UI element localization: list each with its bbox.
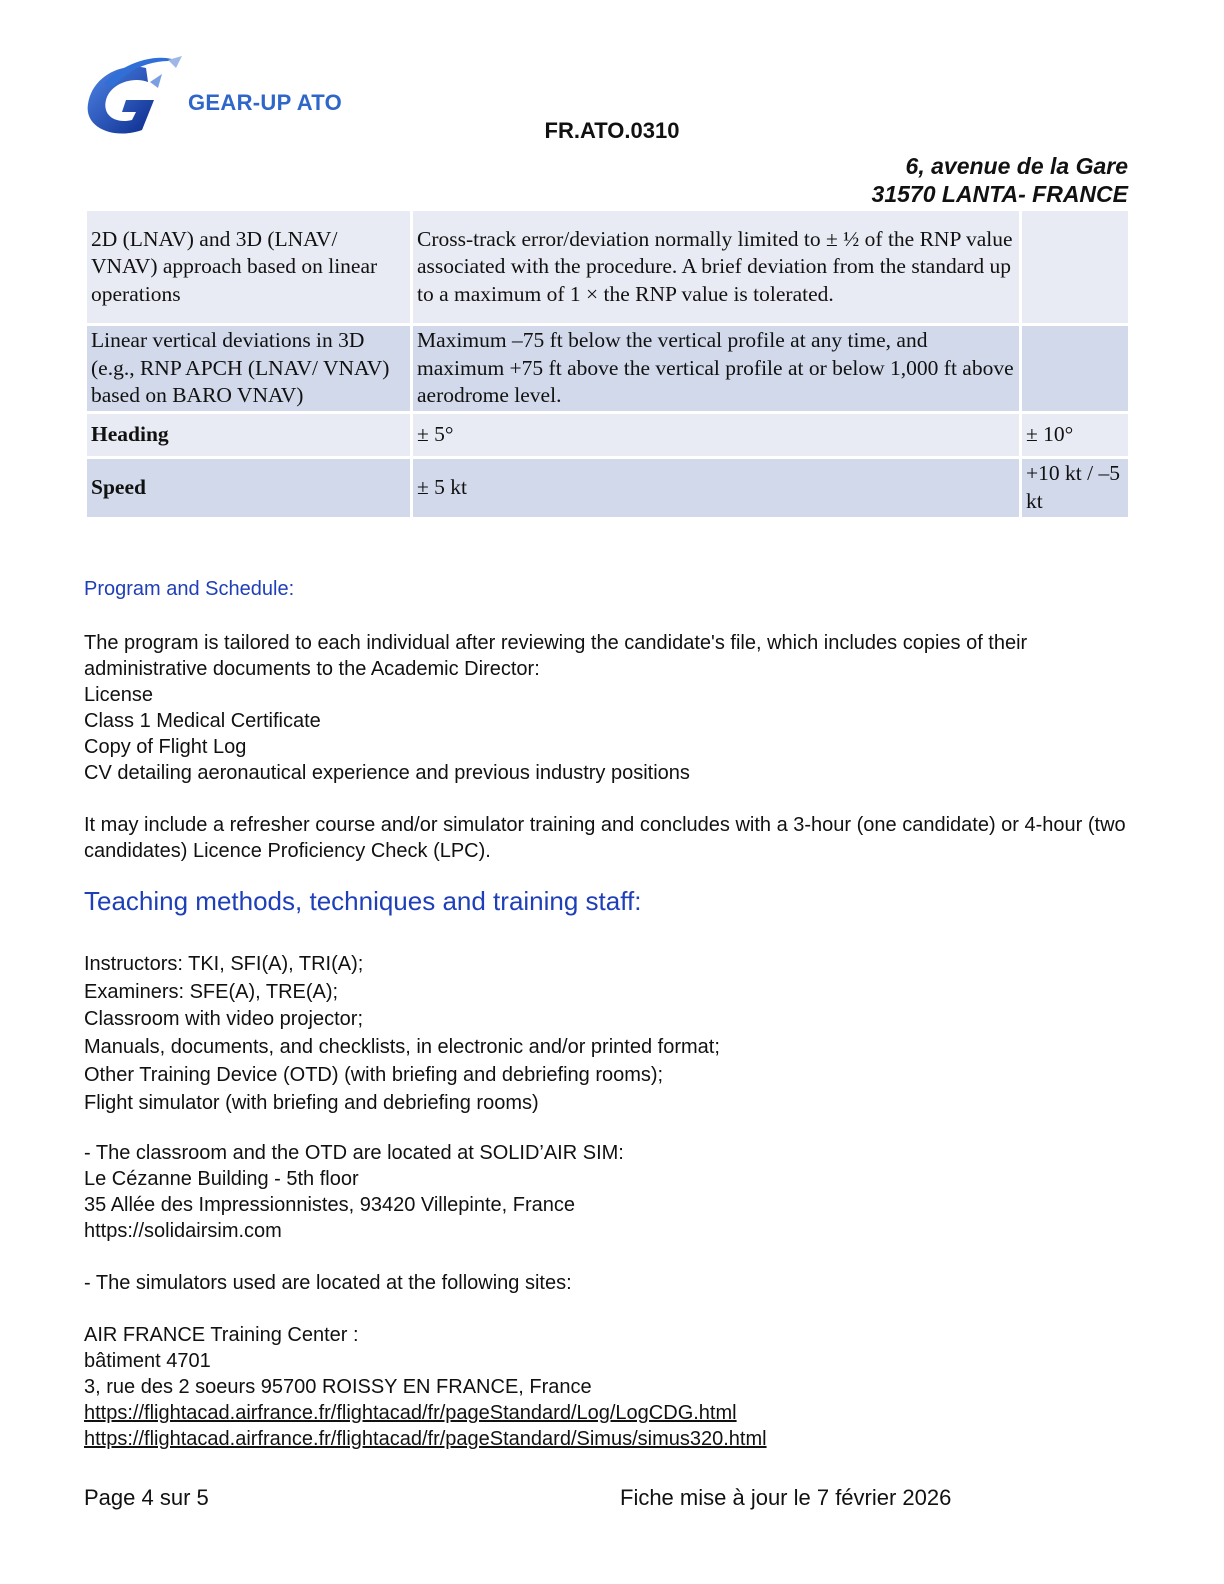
logo-text: GEAR-UP ATO [188, 90, 343, 115]
list-item: Flight simulator (with briefing and debriefing rooms) [84, 1091, 539, 1114]
table-row [87, 414, 1128, 456]
air-france-link-1[interactable]: https://flightacad.airfrance.fr/flightacad/fr/pageStandard/Log/LogCDG.html [84, 1402, 737, 1424]
classroom-intro: - The classroom and the OTD are located at SOLID’AIR SIM: [84, 1142, 624, 1164]
update-date: Fiche mise à jour le 7 février 2026 [620, 1485, 952, 1510]
table-cell-normal: ± 5 kt [413, 459, 1019, 517]
table-cell-max: ± 10° [1022, 414, 1128, 456]
classroom-url: https://solidairsim.com [84, 1220, 282, 1242]
table-cell-parameter: 2D (LNAV) and 3D (LNAV/ VNAV) approach based on linear operations [87, 211, 410, 323]
program-body [84, 630, 1144, 864]
list-item: Classroom with video projector; [84, 1008, 363, 1031]
classroom-location [84, 1140, 1144, 1452]
teaching-list [84, 951, 1144, 1117]
list-item: Instructors: TKI, SFI(A), TRI(A); [84, 953, 364, 975]
air-france-link-2[interactable]: https://flightacad.airfrance.fr/flightacad/fr/pageStandard/Simus/simus320.html [84, 1428, 767, 1450]
list-item: License [84, 684, 153, 706]
table-cell-parameter: Linear vertical deviations in 3D (e.g., RNP APCH (LNAV/ VNAV) based on BARO VNAV) [87, 326, 410, 411]
list-item: Manuals, documents, and checklists, in electronic and/or printed format; [84, 1036, 720, 1059]
tolerance-table [84, 208, 1131, 520]
table-cell-max [1022, 211, 1128, 323]
table-cell-max [1022, 326, 1128, 411]
table-row [87, 211, 1128, 323]
page-number: Page 4 sur 5 [84, 1485, 209, 1510]
list-item: Other Training Device (OTD) (with briefing and debriefing rooms); [84, 1063, 664, 1086]
table-cell-parameter: Speed [87, 459, 410, 517]
organization-address [872, 152, 1128, 208]
air-france-building: bâtiment 4701 [84, 1350, 211, 1372]
list-item: Copy of Flight Log [84, 736, 247, 758]
list-item: Class 1 Medical Certificate [84, 710, 321, 732]
table-row [87, 326, 1128, 411]
table-cell-normal: Maximum –75 ft below the vertical profile at any time, and maximum +75 ft above the vertical profile at or below 1,000 ft above aerodrome level. [413, 326, 1019, 411]
table-cell-normal: Cross-track error/deviation normally limited to ± ½ of the RNP value associated with the procedure. A brief deviation from the standard up to a maximum of 1 × the RNP value is tolerated. [413, 211, 1019, 323]
program-heading: Program and Schedule: [84, 578, 295, 600]
table-row [87, 459, 1128, 517]
air-france-street: 3, rue des 2 soeurs 95700 ROISSY EN FRANCE, France [84, 1376, 592, 1398]
simulators-intro: - The simulators used are located at the following sites: [84, 1272, 572, 1294]
address-line-1: 6, avenue de la Gare [905, 153, 1128, 179]
classroom-building: Le Cézanne Building - 5th floor [84, 1168, 359, 1190]
list-item: CV detailing aeronautical experience and previous industry positions [84, 762, 690, 784]
table-cell-normal: ± 5° [413, 414, 1019, 456]
air-france-name: AIR FRANCE Training Center : [84, 1324, 359, 1346]
teaching-heading: Teaching methods, techniques and training staff: [84, 886, 642, 916]
table-cell-parameter: Heading [87, 414, 410, 456]
classroom-street: 35 Allée des Impressionnistes, 93420 Villepinte, France [84, 1194, 576, 1216]
program-closing: It may include a refresher course and/or simulator training and concludes with a 3-hour (one candidate) or 4-hour (two candidates) Licence Proficiency Check (LPC). [84, 814, 1126, 862]
table-cell-max: +10 kt / –5 kt [1022, 459, 1128, 517]
program-intro: The program is tailored to each individual after reviewing the candidate's file, which includes copies of their administrative documents to the Academic Director: [84, 632, 1028, 680]
list-item: Examiners: SFE(A), TRE(A); [84, 980, 339, 1003]
document-reference: FR.ATO.0310 [544, 118, 680, 143]
address-line-2: 31570 LANTA- FRANCE [871, 181, 1128, 207]
